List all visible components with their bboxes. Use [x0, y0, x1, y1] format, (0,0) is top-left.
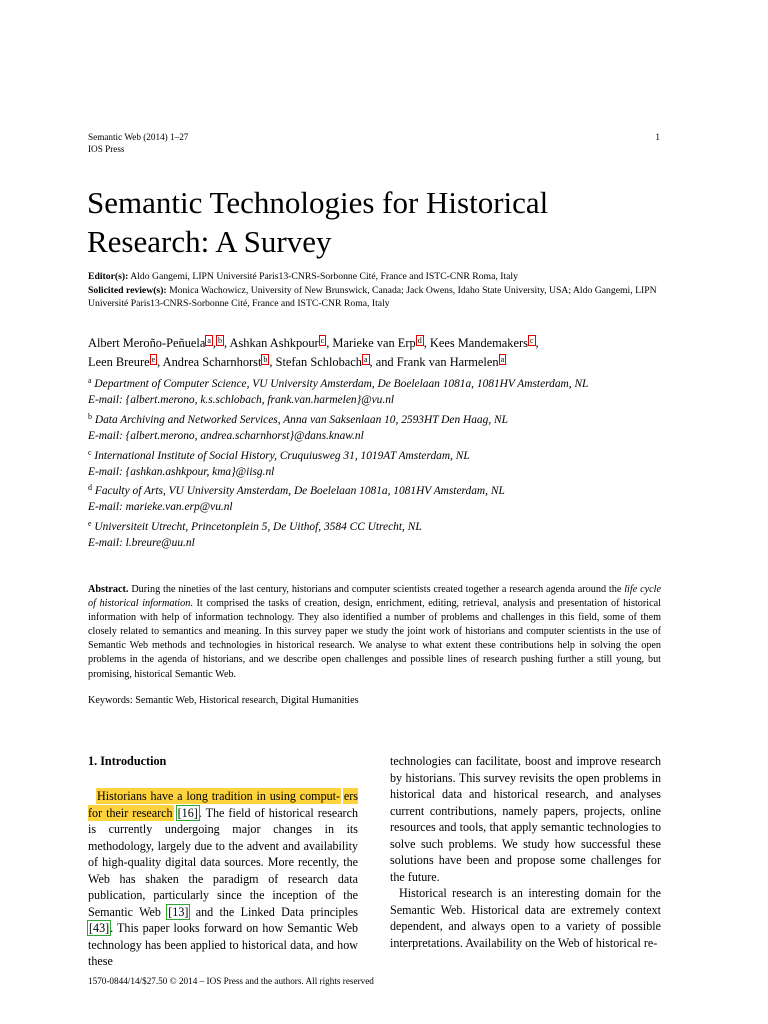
editors-label: Editor(s):: [88, 271, 129, 282]
affiliation-b: [88, 409, 588, 429]
journal-header: [88, 131, 188, 155]
affiliation-link[interactable]: a: [363, 355, 368, 364]
body-text: and the Linked Data principles: [189, 904, 358, 919]
affiliation-marker: d: [88, 483, 92, 493]
affiliation-link[interactable]: d: [417, 336, 422, 345]
affiliation-d: [88, 480, 588, 500]
affiliation-marker: a: [88, 376, 92, 385]
title-line-1: Semantic Technologies for Historical: [87, 185, 549, 220]
author-name: Albert Meroño-Peñuela: [88, 336, 206, 350]
affiliation-link[interactable]: c: [529, 336, 534, 345]
separator: ,: [535, 336, 539, 350]
affiliation-link[interactable]: e: [151, 355, 156, 364]
body-paragraph: Historical research is an interesting domain for the Semantic Web. Historical data are extremely context dependent, and always open to a variety of possible interpretations. Availability on the Web of historical re-: [390, 886, 661, 950]
affiliations: [88, 373, 588, 552]
affiliation-marker: b: [88, 411, 92, 421]
reviewers-text: Monica Wachowicz, University of New Brunswick, Canada; Jack Owens, Idaho State University, USA; Aldo Gangemi, LIPN Université Paris13-CNRS-Sorbonne Cité, France and ISTC-CNR Roma, Italy: [88, 285, 657, 309]
keywords: Keywords: Semantic Web, Historical research, Digital Humanities: [88, 695, 359, 706]
separator: ,: [212, 336, 217, 350]
body-text: . The field of historical research is currently undergoing major changes in its methodology, largely due to the advent and availability of high-quality digital data sources. More recently, the Web has shaken the paradigm of research data publication, particularly since the inception of the Semantic Web: [88, 805, 359, 919]
abstract-label: Abstract.: [88, 584, 129, 595]
author-name: , Ashkan Ashkpour: [224, 336, 319, 350]
affiliation-link[interactable]: a: [207, 336, 211, 345]
page-number: 1: [655, 132, 660, 142]
right-column: [390, 753, 661, 951]
abstract-emphasis: life cycle of historical information: [88, 584, 661, 610]
abstract-text: . It comprised the tasks of creation, design, enrichment, editing, retrieval, analysis and presentation of historical information with help of information technology. They also identified a number of problems and challenges in this field, some of them closely related to semantics and meaning. In this survey paper we study the joint work of historians and computer scientists in the use of Semantic Web methods and technologies in historical research. We analyse to what extent these contributions help in solving the open problems in the agenda of historians, and we describe open challenges and possible lines of research pushing further a still young, but promising, historical Semantic Web.: [88, 598, 661, 680]
affiliation-text: Data Archiving and Networked Services, Anna van Saksenlaan 10, 2593HT Den Haag, NL: [94, 413, 508, 426]
author-name: , Kees Mandemakers: [423, 336, 528, 350]
author-name: , Andrea Scharnhorst: [157, 355, 262, 369]
author-name: , Marieke van Erp: [326, 336, 416, 350]
affiliation-link[interactable]: a: [500, 355, 505, 364]
intro-paragraph: [88, 788, 358, 970]
citation-link[interactable]: [13]: [168, 904, 189, 919]
body-text: . This paper looks forward on how Semantic Web technology has been applied to historical data, and how these: [88, 921, 358, 968]
affiliation-email[interactable]: E-mail: {ashkan.ashkpour, kma}@iisg.nl: [88, 465, 275, 478]
author-name: , Stefan Schlobach: [269, 355, 362, 369]
section-heading: 1. Introduction: [88, 754, 167, 768]
reviewers-block: [88, 285, 660, 311]
highlighted-text[interactable]: ers for their research: [88, 789, 358, 820]
affiliation-text: International Institute of Social History, Cruquiusweg 31, 1019AT Amsterdam, NL: [94, 449, 470, 462]
reviewers-label: Solicited review(s):: [88, 285, 167, 296]
editors-line: [88, 271, 660, 284]
author-name: Leen Breure: [88, 355, 150, 369]
paper-title: [87, 183, 548, 261]
affiliation-marker: c: [88, 447, 92, 457]
abstract: [88, 583, 661, 682]
journal-name: Semantic Web (2014) 1–27: [88, 132, 189, 142]
citation-link[interactable]: [43]: [89, 921, 110, 935]
left-column: [88, 788, 358, 970]
affiliation-link[interactable]: b: [218, 336, 223, 345]
affiliation-email[interactable]: E-mail: l.breure@uu.nl: [88, 537, 195, 550]
author-line-2: [88, 353, 539, 372]
affiliation-email[interactable]: E-mail: {albert.merono, k.s.schlobach, frank.van.harmelen}@vu.nl: [88, 393, 395, 406]
editors-text: Aldo Gangemi, LIPN Université Paris13-CNRS-Sorbonne Cité, France and ISTC-CNR Roma, Italy: [128, 271, 518, 282]
affiliation-text: Department of Computer Science, VU University Amsterdam, De Boelelaan 1081a, 1081HV Amsterdam, NL: [94, 378, 589, 390]
title-line-2: Research: A Survey: [87, 224, 332, 259]
affiliation-a: [88, 373, 588, 393]
author-name: , and Frank van Harmelen: [369, 355, 499, 369]
copyright-footer: 1570-0844/14/$27.50 © 2014 – IOS Press and the authors. All rights reserved: [88, 976, 374, 986]
body-paragraph: technologies can facilitate, boost and improve research by historians. This survey revisits the open problems in historical data and historical research, and analyses current contributions, namely papers, projects, online resources and tools, that apply semantic technologies to solve such problems. We study how successful these solutions have been and propose some challenges for the future.: [390, 754, 661, 884]
affiliation-link[interactable]: b: [263, 355, 268, 364]
affiliation-text: Universiteit Utrecht, Princetonplein 5, De Uithof, 3584 CC Utrecht, NL: [94, 521, 422, 534]
affiliation-text: Faculty of Arts, VU University Amsterdam, De Boelelaan 1081a, 1081HV Amsterdam, NL: [94, 485, 505, 498]
affiliation-marker: e: [88, 519, 92, 529]
citation-link[interactable]: [16]: [177, 805, 198, 820]
affiliation-link[interactable]: c: [320, 336, 325, 345]
author-list: [88, 334, 539, 372]
author-line-1: [88, 334, 539, 353]
affiliation-email[interactable]: E-mail: {albert.merono, andrea.scharnhorst}@dans.knaw.nl: [88, 429, 364, 442]
abstract-text: During the nineties of the last century, historians and computer scientists created together a research agenda around the: [128, 584, 625, 595]
affiliation-email[interactable]: E-mail: marieke.van.erp@vu.nl: [88, 501, 233, 514]
affiliation-e: [88, 516, 588, 536]
publisher-name: IOS Press: [88, 144, 125, 154]
highlighted-text[interactable]: Historians have a long tradition in using comput-: [97, 789, 341, 803]
affiliation-c: [88, 445, 588, 465]
